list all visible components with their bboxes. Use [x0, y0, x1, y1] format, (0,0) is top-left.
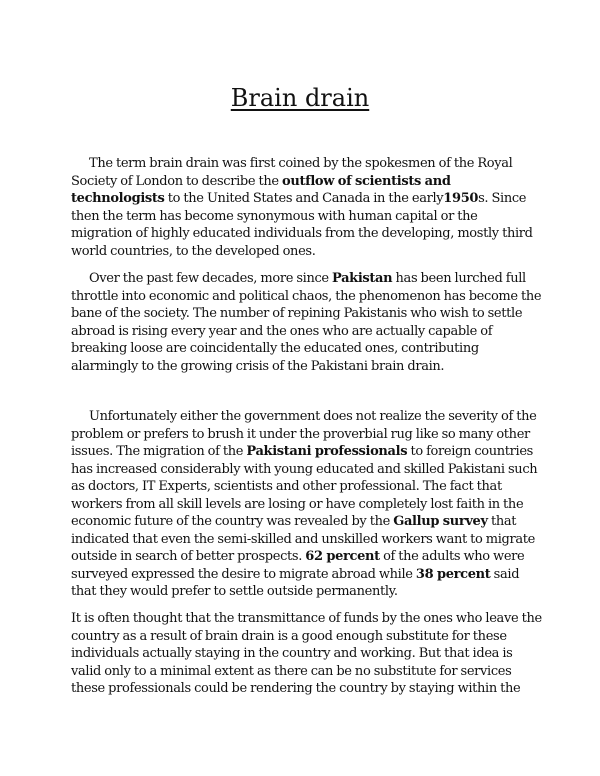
text-line: bane of the society. The number of repining Pakistanis who wish to settle — [71, 306, 523, 321]
text-line: outside in search of better prospects. 62 percent of the adults who were — [71, 549, 525, 564]
text-line: The term brain drain was first coined by the spokesmen of the Royal — [89, 156, 513, 171]
emphasis: Pakistani professionals — [246, 444, 408, 459]
paragraph-1 — [71, 155, 537, 260]
emphasis: technologists — [71, 191, 165, 206]
emphasis: 1950 — [443, 191, 479, 206]
text-line: Society of London to describe the outflow of scientists and — [71, 173, 451, 189]
emphasis: outflow of scientists and — [282, 173, 451, 189]
text-line: these professionals could be rendering the country by staying within the — [71, 681, 521, 696]
text-line: abroad is rising every year and the ones who are actually capable of — [71, 323, 493, 339]
text-line: world countries, to the developed ones. — [71, 243, 316, 259]
text-line: It is often thought that the transmittance of funds by the ones who leave the — [71, 611, 542, 626]
text-line: problem or prefers to brush it under the proverbial rug like so many other — [71, 426, 530, 442]
paragraph-3 — [71, 408, 537, 601]
text-line: migration of highly educated individuals from the developing, mostly third — [71, 226, 533, 241]
text-line: valid only to a minimal extent as there can be no substitute for services — [71, 663, 512, 679]
text-line: has increased considerably with young educated and skilled Pakistani such — [71, 461, 538, 477]
text-line: that they would prefer to settle outside permanently. — [71, 584, 398, 599]
text-line: individuals actually staying in the country and working. But that idea is — [71, 646, 513, 661]
emphasis: Gallup survey — [393, 514, 488, 529]
emphasis: 38 percent — [415, 566, 491, 582]
text-line: workers from all skill levels are losing or have completely lost faith in the — [71, 496, 524, 512]
text-line: Over the past few decades, more since Pakistan has been lurched full — [89, 271, 526, 286]
text-line: then the term has become synonymous with human capital or the — [71, 208, 478, 224]
page-title: Brain drain — [230, 84, 370, 112]
emphasis: Pakistan — [332, 271, 393, 286]
text-line: technologists to the United States and Canada in the early1950s. Since — [71, 191, 527, 206]
text-line: alarmingly to the growing crisis of the Pakistani brain drain. — [71, 358, 445, 374]
text-line: as doctors, IT Experts, scientists and other professional. The fact that — [71, 479, 502, 494]
paragraph-4 — [71, 610, 542, 698]
text-line: breaking loose are coincidentally the educated ones, contributing — [71, 341, 479, 356]
text-line: surveyed expressed the desire to migrate abroad while 38 percent said — [71, 566, 520, 582]
text-line: country as a result of brain drain is a good enough substitute for these — [71, 628, 507, 644]
text-line: issues. The migration of the Pakistani professionals to foreign countries — [71, 444, 533, 459]
text-line: Unfortunately either the government does not realize the severity of the — [89, 409, 537, 424]
paragraph-2 — [71, 270, 542, 375]
text-line: economic future of the country was revealed by the Gallup survey that — [71, 514, 517, 529]
text-line: indicated that even the semi-skilled and unskilled workers want to migrate — [71, 531, 536, 547]
emphasis: 62 percent — [305, 549, 380, 564]
text-line: throttle into economic and political chaos, the phenomenon has become the — [71, 288, 542, 304]
